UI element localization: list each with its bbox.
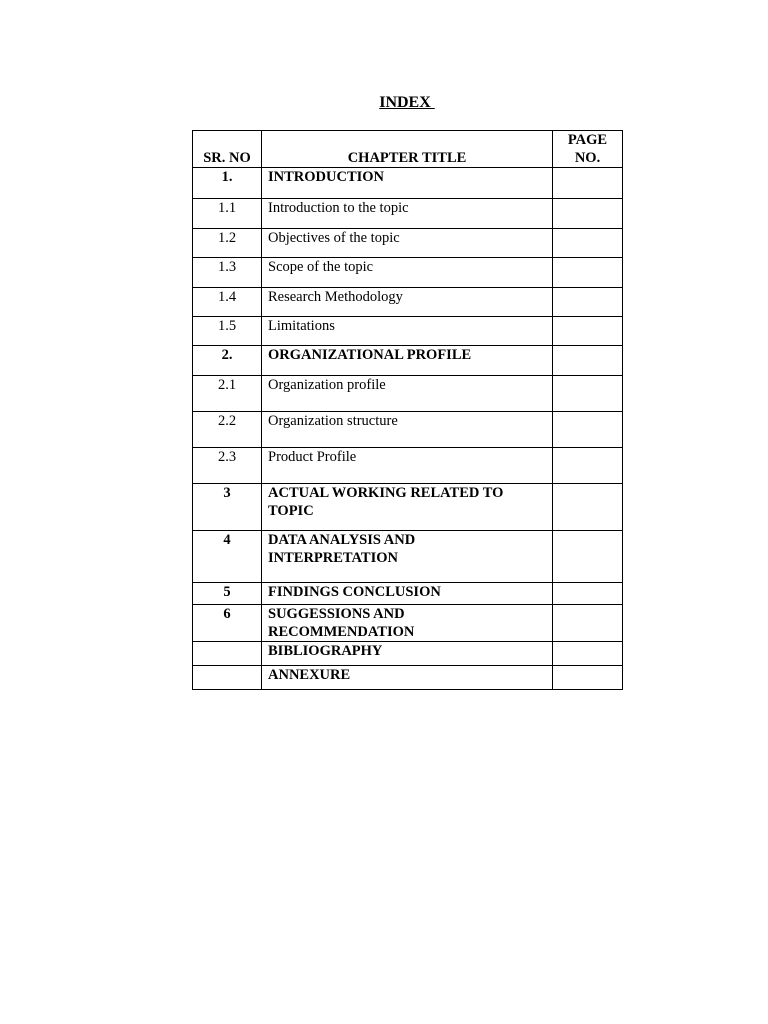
row-page [553,484,623,531]
row-sr: 2.3 [193,448,262,484]
row-sr: 6 [193,605,262,642]
row-page [553,412,623,448]
row-title: ANNEXURE [262,666,553,690]
row-title: Scope of the topic [262,258,553,288]
row-page [553,531,623,583]
table-row [193,376,623,412]
table-row [193,258,623,288]
row-sr: 4 [193,531,262,583]
row-page [553,258,623,288]
table-row [193,605,623,642]
row-page [553,199,623,229]
row-page [553,448,623,484]
table-row [193,229,623,258]
row-sr: 2.2 [193,412,262,448]
row-page [553,376,623,412]
table-row [193,642,623,666]
table-header-row [193,131,623,168]
table-row [193,448,623,484]
table-row [193,346,623,376]
table-row [193,199,623,229]
row-page [553,583,623,605]
row-sr: 1.4 [193,288,262,317]
row-page [553,666,623,690]
row-page [553,642,623,666]
row-page [553,229,623,258]
table-row [193,317,623,346]
row-title: ORGANIZATIONAL PROFILE [262,346,553,376]
row-sr: 1.3 [193,258,262,288]
row-title: ACTUAL WORKING RELATED TO TOPIC [262,484,553,531]
row-title: SUGGESSIONS AND RECOMMENDATION [262,605,553,642]
row-sr: 5 [193,583,262,605]
row-title: Introduction to the topic [262,199,553,229]
index-table [192,130,623,690]
table-row [193,412,623,448]
table-row [193,484,623,531]
row-title: Research Methodology [262,288,553,317]
row-sr: 1.5 [193,317,262,346]
row-sr: 2.1 [193,376,262,412]
row-sr [193,642,262,666]
row-sr [193,666,262,690]
row-title: Limitations [262,317,553,346]
table-row [193,666,623,690]
table-row [193,288,623,317]
row-page [553,346,623,376]
row-title: Objectives of the topic [262,229,553,258]
row-title: Product Profile [262,448,553,484]
column-header-chapter-title: CHAPTER TITLE [262,131,553,168]
row-page [553,168,623,199]
row-sr: 1. [193,168,262,199]
row-title: Organization profile [262,376,553,412]
row-sr: 1.1 [193,199,262,229]
row-title: DATA ANALYSIS AND INTERPRETATION [262,531,553,583]
row-page [553,605,623,642]
row-sr: 3 [193,484,262,531]
row-title: INTRODUCTION [262,168,553,199]
row-title: FINDINGS CONCLUSION [262,583,553,605]
table-row [193,583,623,605]
row-sr: 1.2 [193,229,262,258]
page-title: INDEX [379,94,435,111]
table-row [193,531,623,583]
row-sr: 2. [193,346,262,376]
column-header-sr-no: SR. NO [193,131,262,168]
row-title: Organization structure [262,412,553,448]
row-page [553,317,623,346]
row-title: BIBLIOGRAPHY [262,642,553,666]
row-page [553,288,623,317]
table-row [193,168,623,199]
column-header-page-no: PAGE NO. [553,131,623,168]
